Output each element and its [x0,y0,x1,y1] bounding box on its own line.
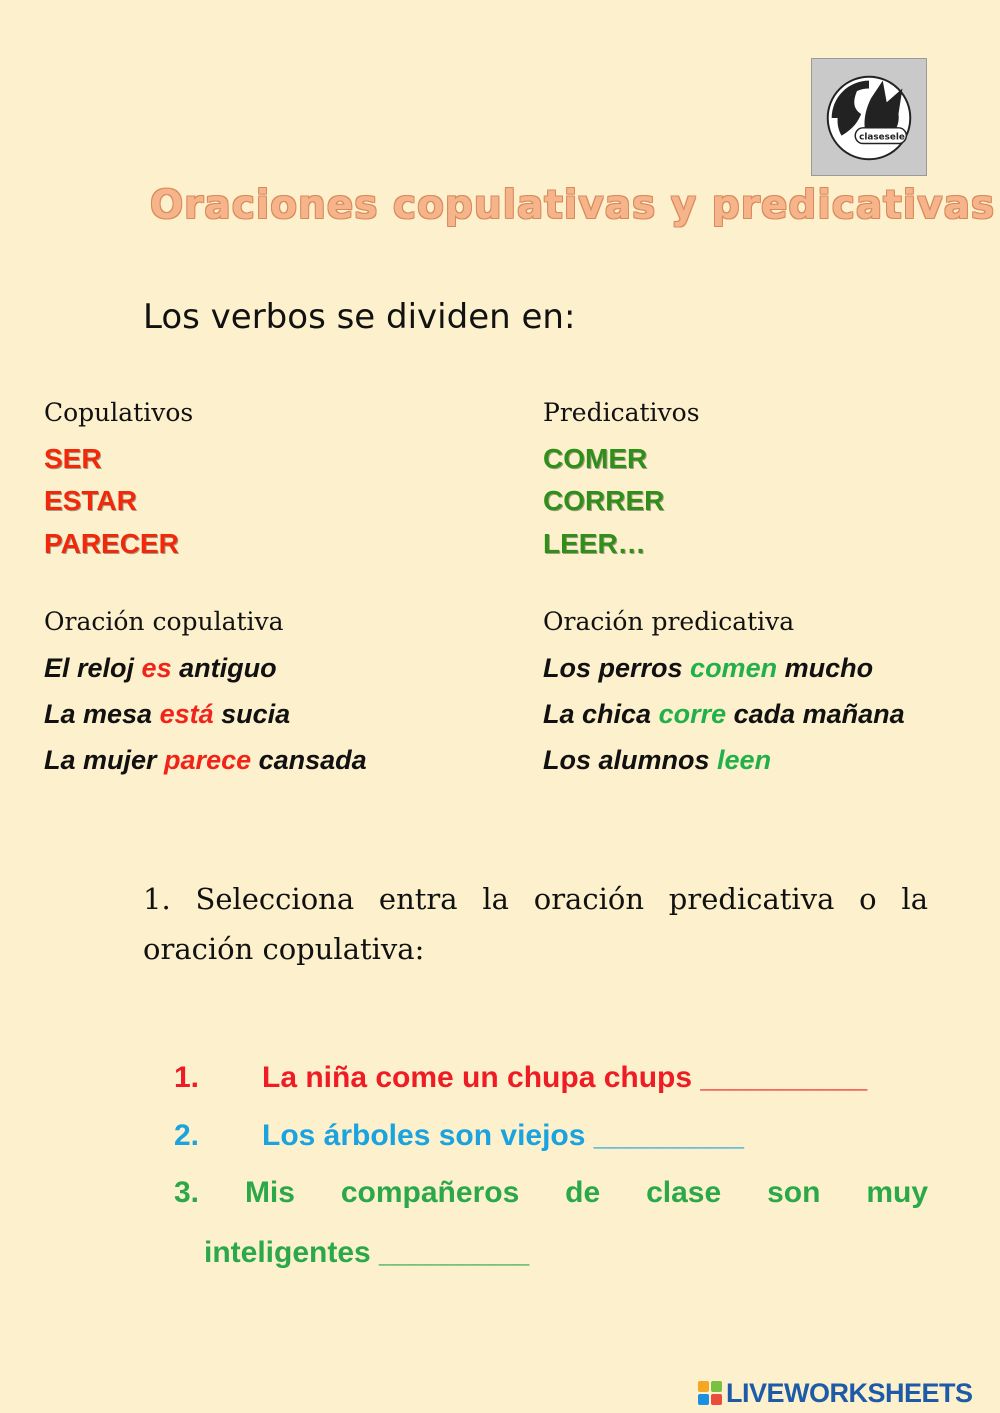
clasesele-logo [811,58,927,176]
predicative-verb: COMER [543,443,648,474]
fox-flame-logo-icon [812,59,926,175]
example-verb: leen [717,745,772,775]
exercise-item[interactable] [174,1119,744,1153]
copulative-example: La mujer parece cansada [44,745,367,775]
example-verb: corre [658,699,727,729]
exercise-item[interactable] [174,1061,867,1095]
liveworksheets-footer[interactable] [698,1378,994,1408]
liveworksheets-logo-icon [698,1381,722,1405]
predicative-heading: Predicativos [543,398,700,427]
exercise-item-continuation[interactable]: inteligentes _________ [204,1236,530,1269]
exercise-instruction: 1. Selecciona entra la oración predicativa o la oración copulativa: [143,882,928,966]
svg-text:clasesele: clasesele [859,132,905,143]
brand-name: LIVEWORKSHEETS [726,1377,973,1408]
example-verb: es [141,653,172,683]
copulative-verb: ESTAR [44,485,137,516]
copulative-verb: PARECER [44,528,179,559]
copulative-example: La mesa está sucia [44,699,291,729]
item-number: 1. [174,1061,200,1094]
predicative-example-heading: Oración predicativa [543,607,795,636]
copulative-heading: Copulativos [44,398,194,427]
item-text: La niña come un chupa chups __________ [262,1061,868,1094]
page-title: Oraciones copulativas y predicativas [150,183,996,228]
copulative-example: El reloj es antiguo [44,653,277,683]
item-text: Los árboles son viejos _________ [262,1119,744,1152]
item-number: 2. [174,1119,200,1152]
item-number: 3. [174,1176,200,1209]
copulative-verb: SER [44,443,102,474]
predicative-verb: CORRER [543,485,665,516]
predicative-example: Los perros comen mucho [543,653,874,683]
example-verb: comen [690,653,778,683]
exercise-item[interactable]: 3. Mis compañeros de clase son muy [174,1176,928,1209]
intro-text: Los verbos se dividen en: [143,297,576,337]
copulative-example-heading: Oración copulativa [44,607,284,636]
example-verb: está [159,699,214,729]
predicative-example: La chica corre cada mañana [543,699,905,729]
predicative-example: Los alumnos leen [543,745,772,775]
predicative-verb: LEER… [543,528,646,559]
example-verb: parece [164,745,252,775]
